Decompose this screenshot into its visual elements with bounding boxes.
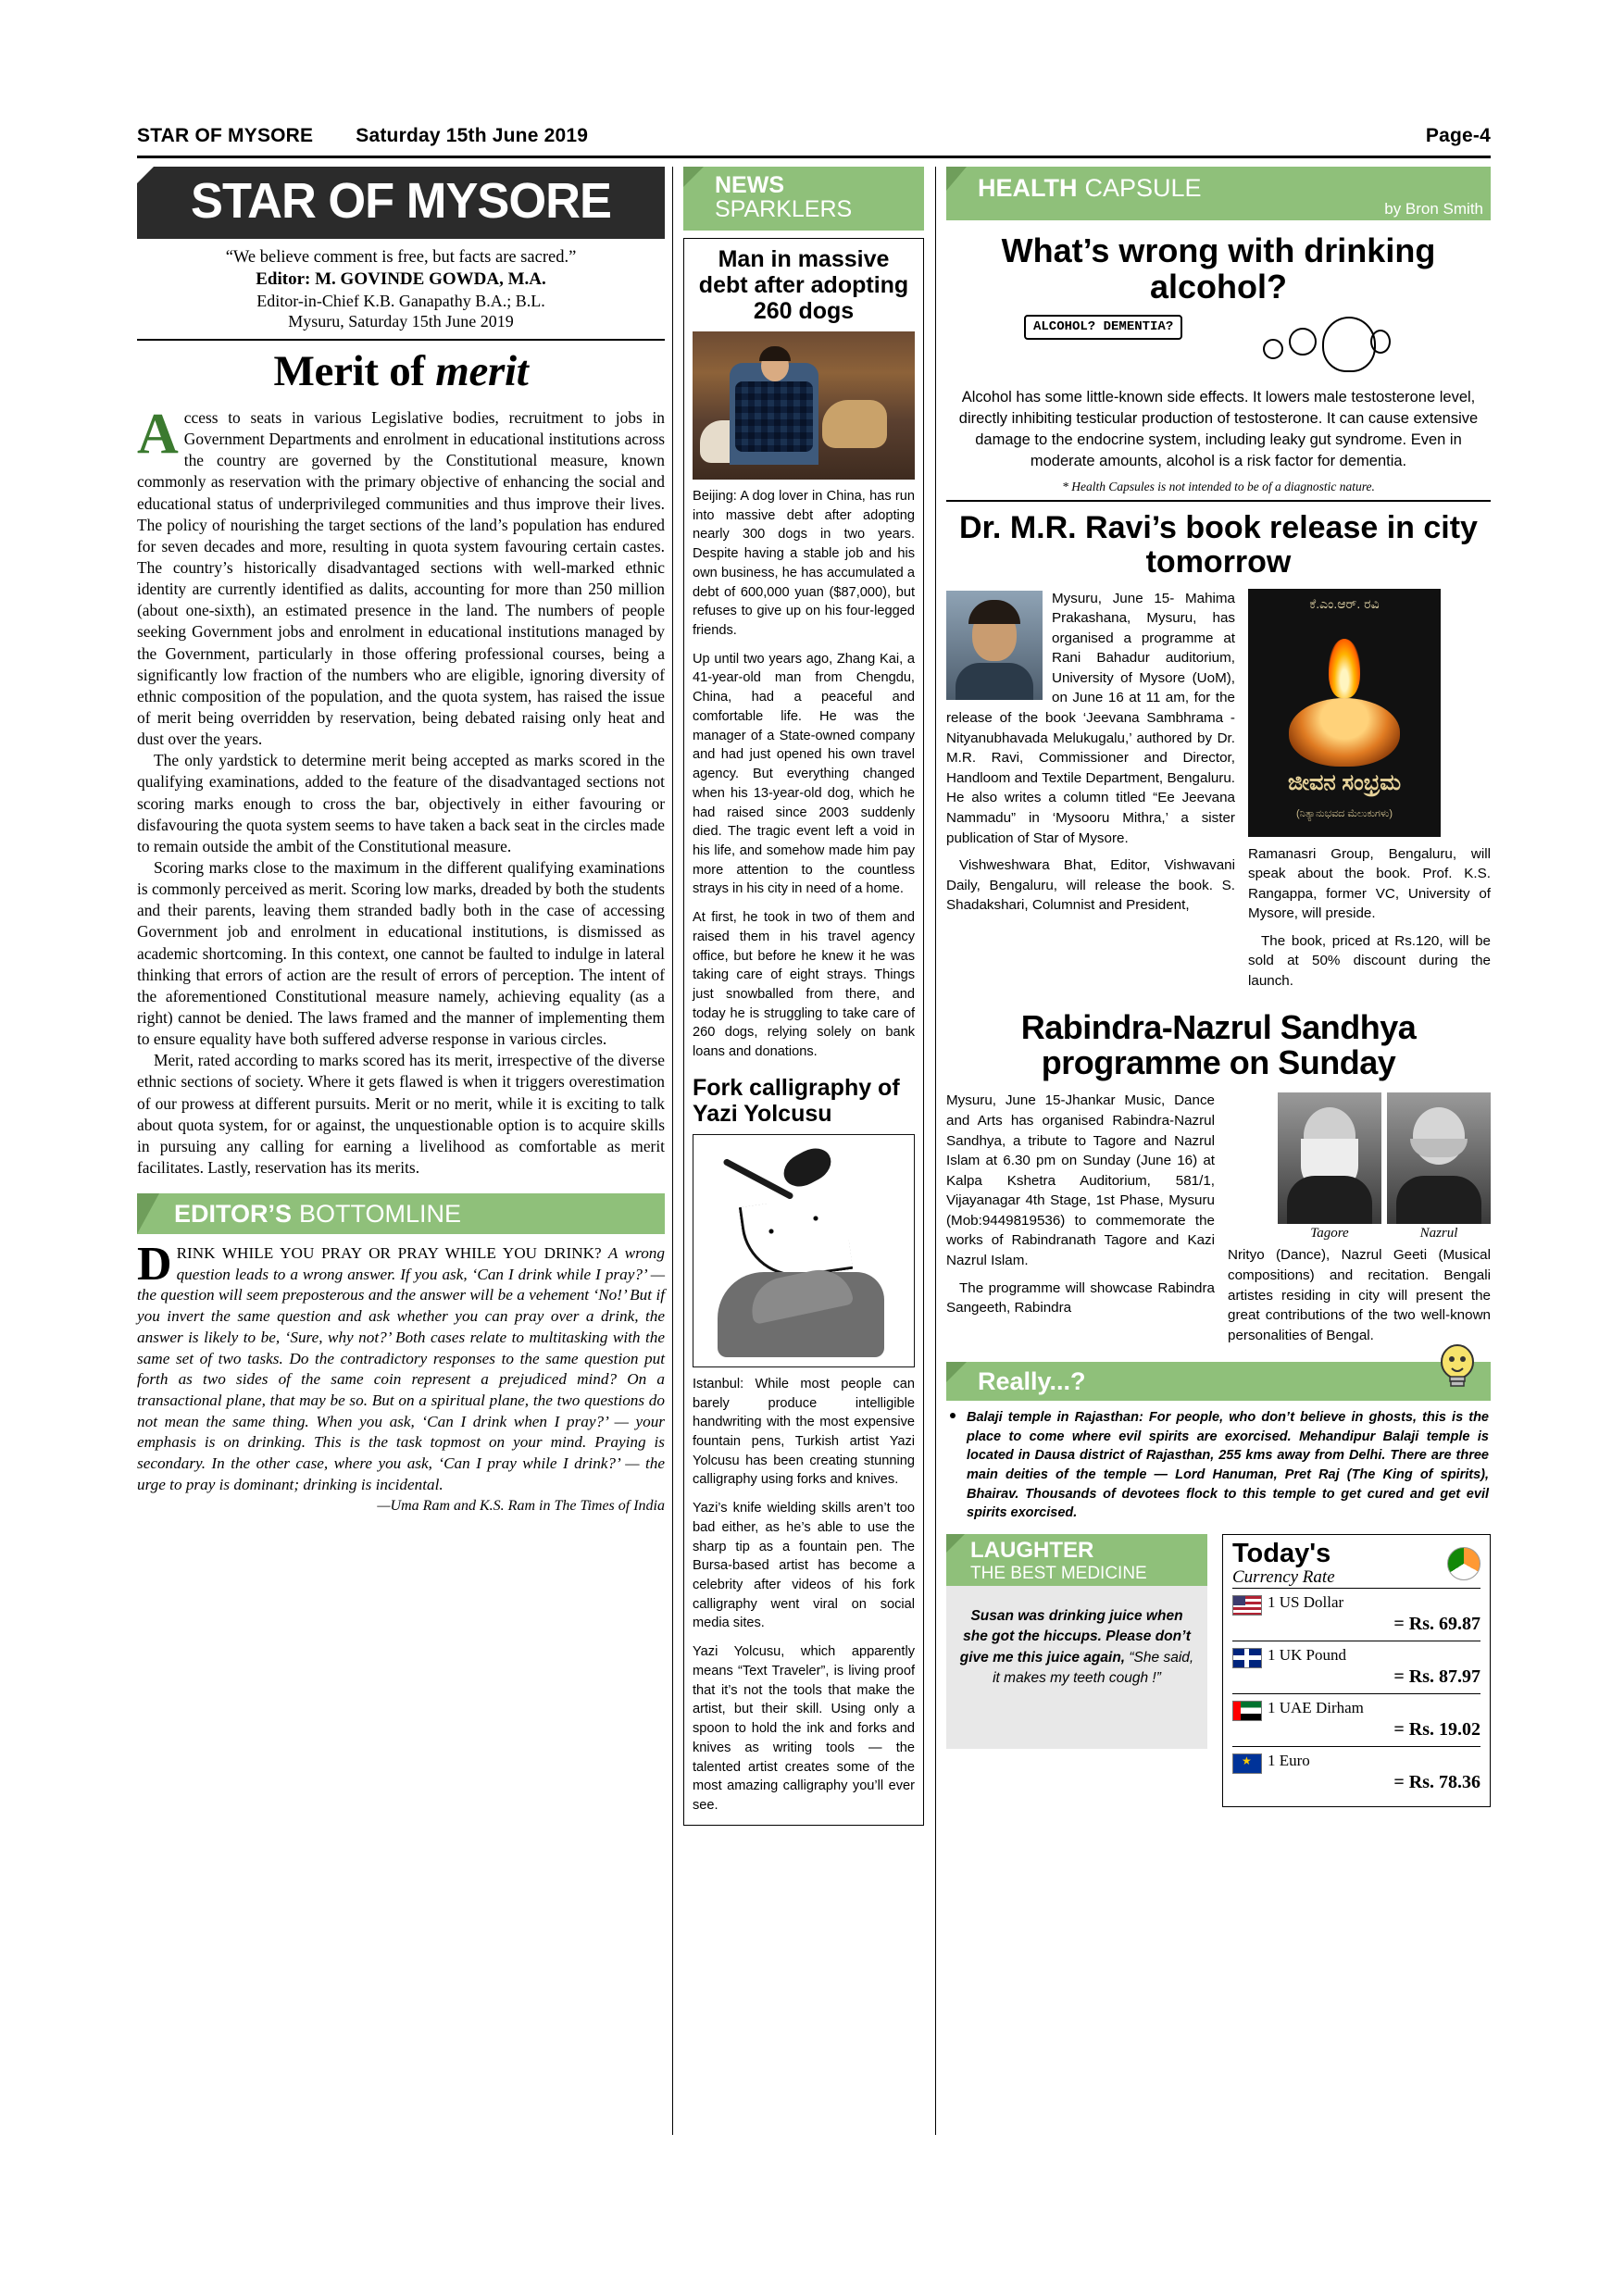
cartoon-ear-icon [1370, 330, 1391, 354]
editorial-paragraph-2: The only yardstick to determine merit being accepted as marks scored in the qualifying examinations, added to the feature of the disadvantaged sections not scoring marks enough to cross the bar, objectively in either favouring or disfavouring the quota system seems to have taken a back seat in the circles made to remain outside the ambit of the Constitutional measure. [137, 751, 665, 855]
uae-flag-icon [1232, 1701, 1262, 1721]
header-paper-name: STAR OF MYSORE [137, 125, 314, 146]
portrait-robe-shape [1396, 1176, 1481, 1224]
currency-value: = Rs. 87.97 [1393, 1666, 1480, 1687]
book-paragraph-1: Mysuru, June 15- Mahima Prakashana, Mysuru, has organised a programme at Rani Bahadur auditorium, University of Mysore (UoM), on June 16 at 11 am, for the release of the book ‘Jeevana Sambhrama - Nityanubhavada Melukugalu,’ authored by Dr. M.R. Ravi, Commissioner and Director, Handloom and Textile Department, Bengaluru. He also writes a column titled “Ee Jeevana Nammadu” in ‘Mysooru Mithra,’ a sister publication of Star of Mysore. [946, 590, 1235, 846]
currency-row [1232, 1588, 1480, 1641]
editorial-column [137, 167, 665, 1515]
header-date: Saturday 15th June 2019 [356, 125, 589, 146]
features-column [946, 167, 1491, 1807]
sparklers-box [683, 238, 924, 1826]
author-portrait [946, 591, 1043, 700]
rabindra-paragraph-3: Nrityo (Dance), Nazrul Geeti (Musical compositions) and recitation. Bengali artistes residing in city will present the great contributions of the two well-known personalities of Bengal. [1228, 1247, 1491, 1343]
lamp-shape [1289, 698, 1400, 767]
joke-plain-text: “She said, it makes my teeth cough !” [993, 1649, 1194, 1687]
rabindra-paragraph-2: The programme will showcase Rabindra Sangeeth, Rabindra [946, 1279, 1215, 1316]
currency-value: = Rs. 19.02 [1393, 1718, 1480, 1740]
health-banner-light: CAPSULE [1084, 174, 1202, 202]
dog-shape [822, 400, 887, 448]
story2-paragraph-1: Istanbul: While most people can barely produce intelligible handwriting with the most expensive fountain pens, Turkish artist Yazi Yolcusu has been creating stunning calligraphy using forks and knives. [693, 1376, 915, 1488]
masthead-credo: “We believe comment is free, but facts are sacred.” [225, 248, 577, 267]
joke-box [946, 1586, 1207, 1749]
masthead-place-date: Mysuru, Saturday 15th June 2019 [288, 312, 514, 331]
currency-title: Today's [1232, 1538, 1331, 1568]
page-header [137, 125, 1491, 147]
editorial-dropcap: A [137, 403, 179, 466]
book-column-2 [1248, 844, 1491, 992]
story2-paragraph-2: Yazi’s knife wielding skills aren’t too bad either, as he’s able to use the sharp tip as a fountain pen. The Bursa-based artist has become a celebrity after videos of his fork calligraphy went viral on social media sites. [693, 1501, 915, 1631]
nazrul-portrait [1387, 1092, 1491, 1224]
masthead-editor: Editor: M. GOVINDE GOWDA, M.A. [256, 269, 546, 289]
currency-label: 1 Euro [1268, 1751, 1310, 1769]
bullet-icon [950, 1413, 956, 1418]
bottomline-lead: RINK WHILE YOU PRAY OR PRAY WHILE YOU DRINK? [176, 1244, 602, 1263]
bottomline-body [137, 1238, 665, 1495]
flame-shape [1329, 639, 1360, 698]
section-rule [946, 500, 1491, 502]
really-text: Balaji temple in Rajasthan: For people, who don’t believe in ghosts, this is the place to come where evil spirits are exorcised. Mehandipur Balaji temple is located in Dausa district of Rajasthan, 255 kms away from Delhi. There are three main deities of the temple — Lord Hanuman, Pret Raj (The King of spirits), Bhairav. Thousands of devotees flock to this temple to get cured and get evil spirits exorcised. [967, 1410, 1489, 1521]
rabindra-column-2 [1228, 1245, 1491, 1345]
really-body [946, 1401, 1491, 1522]
rabindra-article [946, 1091, 1491, 1353]
caption-tagore: Tagore [1310, 1226, 1349, 1242]
story1-paragraph-3: At first, he took in two of them and raised them in his travel agency office, but before he knew it he was taking care of eight strays. Things just snowballed from there, and today he is struggling to take care of 260 dogs, relying solely on bank loans and donations. [693, 910, 915, 1060]
header-rule [137, 156, 1491, 158]
editorial-paragraph-1 [137, 403, 665, 750]
banner-flag-icon [946, 1534, 965, 1553]
currency-label: 1 US Dollar [1268, 1592, 1344, 1611]
book-cover-subtitle: (ನಿತ್ಯಾನುಭವದ ಮೆಲುಕುಗಳು) [1295, 807, 1393, 819]
portrait-body-shape [956, 663, 1033, 700]
health-disclaimer: * Health Capsules is not intended to be of a diagnostic nature. [1062, 480, 1375, 494]
sparkler-story2-body [693, 1375, 915, 1816]
currency-row [1232, 1693, 1480, 1746]
health-banner-bold: HEALTH [978, 174, 1078, 202]
currency-value: = Rs. 69.87 [1393, 1613, 1480, 1634]
editorial-headline-plain: Merit of [273, 347, 436, 395]
book-cover-title: ಜೀವನ ಸಂಭ್ರಮ [1287, 769, 1402, 795]
spoon-icon [778, 1142, 837, 1192]
laughter-banner-light: THE BEST MEDICINE [970, 1563, 1147, 1583]
rabindra-paragraph-1: Mysuru, June 15-Jhankar Music, Dance and Arts has organised Rabindra-Nazrul Sandhya, a tribute to Tagore and Nazrul Islam at 6.30 pm on Sunday (June 16) at Kalpa Kshetra Auditorium, 581/1, Vijayanagar 4th Stage, 1st Phase, Mysuru (Mob:9449819536) to commemorate the works of Rabindranath Tagore and Kazi Nazrul Islam. [946, 1092, 1215, 1268]
banner-flag-icon [946, 1362, 967, 1382]
currency-subtitle: Currency Rate [1232, 1566, 1335, 1587]
spoon-handle-shape [722, 1158, 793, 1201]
health-body: Alcohol has some little-known side effects. It lowers male testosterone level, directly inhibiting testicular production of testosterone. It can cause extensive damage to the endocrine system, including leaky gut syndrome. Even in moderate amounts, alcohol is a risk factor for dementia. [958, 388, 1479, 470]
currency-value: = Rs. 78.36 [1393, 1771, 1480, 1792]
editorial-paragraph-4: Merit, rated according to marks scored has its merit, irrespective of the diverse ethnic sections of society. Where it gets flawed is when it triggers overestimation of our prowess at different pursuits. Merit or no merit, while it is exciting to talk about quota system, for or against, the unquestionable option is to acquire skills in pursuing any calling for earning a livelihood as comfortable as merit facilitates. Lastly, reservation has its merits. [137, 1051, 665, 1177]
laughter-section [946, 1534, 1207, 1807]
masthead-editor-in-chief: Editor-in-Chief K.B. Ganapathy B.A.; B.L. [256, 292, 545, 310]
rabindra-headline: Rabindra-Nazrul Sandhya programme on Sunday [1020, 1007, 1417, 1082]
currency-header [1232, 1538, 1480, 1588]
tagore-nazrul-photos [1278, 1092, 1491, 1224]
news-sparklers-column [683, 167, 924, 1826]
health-headline: What’s wrong with drinking alcohol? [1001, 231, 1436, 306]
currency-label: 1 UK Pound [1268, 1645, 1347, 1664]
editorial-headline [137, 346, 665, 396]
currency-box [1222, 1534, 1491, 1807]
dog-adoption-photo [693, 331, 915, 480]
laughter-banner-bold: LAUGHTER [970, 1537, 1094, 1563]
cartoon-blob-icon [1289, 328, 1317, 356]
us-flag-icon [1232, 1595, 1262, 1616]
cartoon-speech-bubble: ALCOHOL? DEMENTIA? [1024, 315, 1182, 340]
caption-nazrul: Nazrul [1419, 1226, 1458, 1242]
header-page-number: Page-4 [1425, 125, 1491, 146]
editorial-headline-italic: merit [435, 347, 529, 395]
sparklers-banner-bold: NEWS [715, 172, 784, 198]
editorial-body [137, 403, 665, 1179]
banner-flag-icon [946, 167, 967, 191]
uk-flag-icon [1232, 1648, 1262, 1668]
story2-paragraph-3: Yazi Yolcusu, which apparently means “Text Traveler”, is living proof that it’s not the tools that make the artist, but their skill. Using only a spoon to hold the ink and forks and knives as writing tools — the talented artist creates some of the most amazing calligraphy you’ll ever see. [693, 1644, 915, 1813]
portrait-hair-shape [968, 600, 1020, 624]
book-paragraph-2: Vishweshwara Bhat, Editor, Vishwavani Daily, Bengaluru, will release the book. S. Shadakshari, Columnist and President, [946, 857, 1235, 914]
story1-paragraph-1: Beijing: A dog lover in China, has run into massive debt after adopting nearly 300 dogs in two years. Despite having a stable job and his own business, he has accumulated a debt of 600,000 yuan ($87,000), but refuses to give up on his four-legged friends. [693, 489, 915, 639]
sparkler-story1-body [693, 487, 915, 1062]
book-paragraph-4: The book, priced at Rs.120, will be sold at 50% discount during the launch. [1248, 932, 1491, 990]
health-capsule-banner [946, 167, 1491, 220]
bottomline-banner-bold: EDITOR’S [174, 1199, 293, 1228]
lightbulb-icon [1433, 1341, 1481, 1390]
health-byline: by Bron Smith [1384, 200, 1483, 218]
sparkler-story1-headline: Man in massive debt after adopting 260 dogs [698, 246, 909, 324]
story1-paragraph-2: Up until two years ago, Zhang Kai, a 41-year-old man from Chengdu, China, had a peaceful and comfortable life. He was the manager of a State-owned company and had just opened his own travel agency. But everything changed when his 13-year-old dog, which he had raised since 2003 suddenly died. The tragic event left a void in his life, and somehow made him pay more attention to the countless strays in his city in need of a home. [693, 651, 915, 897]
india-flag-icon [1447, 1547, 1480, 1580]
book-cover-author: ಕೆ.ಎಂ.ಆರ್. ರವಿ [1309, 595, 1380, 611]
sparkler-story2-headline: Fork calligraphy of Yazi Yolcusu [693, 1074, 900, 1127]
really-banner-text: Really...? [978, 1367, 1086, 1396]
bottomline-banner [137, 1193, 665, 1234]
hair-shape [759, 346, 791, 361]
bottomline-credit: —Uma Ram and K.S. Ram in The Times of India [377, 1497, 665, 1514]
book-paragraph-3: Ramanasri Group, Bengaluru, will speak about the book. Prof. K.S. Rangappa, former VC, University of Mysore, will preside. [1248, 845, 1491, 922]
sparklers-banner [683, 167, 924, 231]
shirt-shape [735, 381, 813, 452]
rabindra-column-1 [946, 1091, 1215, 1317]
fork-calligraphy-photo [693, 1134, 915, 1367]
banner-flag-icon [683, 167, 704, 187]
portrait-captions [1278, 1226, 1491, 1242]
laughter-banner [946, 1534, 1207, 1586]
masthead-logo [137, 167, 665, 239]
column-divider-1 [672, 167, 673, 2135]
portrait-beard-shape [1410, 1139, 1468, 1157]
book-headline: Dr. M.R. Ravi’s book release in city tomorrow [959, 510, 1478, 580]
masthead-rule [137, 339, 665, 341]
bottomline-dropcap: D [137, 1238, 172, 1292]
book-cover-image [1248, 589, 1441, 837]
joke-bold-text: Susan was drinking juice when she got the hiccups. Please don’t give me this juice again, [959, 1607, 1191, 1666]
sparklers-banner-light: SPARKLERS [715, 195, 853, 222]
currency-section [1222, 1534, 1491, 1807]
banner-flag-icon [137, 1193, 159, 1234]
editorial-paragraph-3: Scoring marks close to the maximum in the different qualifying examinations is commonly perceived as merit. Scoring low marks, dreaded by both the students and their parents, leaving them stranded badly both in the case of accessing Government job and enrolment in educational institutions, is dismissed as academic shortcoming. In this context, one cannot be faulted to indulge in lateral thinking that errors of action are the result of errors of perception. The intent of the aforementioned Constitutional measure namely, achieving equality (as a right) cannot be denied. The laws framed and the manner of implementing them to ensure equality have both suffered adverse response in various circles. [137, 857, 665, 1049]
currency-row [1232, 1641, 1480, 1693]
book-article [946, 589, 1491, 999]
really-banner [946, 1362, 1491, 1401]
currency-label: 1 UAE Dirham [1268, 1698, 1364, 1716]
cartoon-face-icon [1322, 317, 1376, 372]
masthead-logo-text: STAR OF MYSORE [191, 173, 611, 229]
health-cartoon [1024, 313, 1413, 378]
bottomline-banner-light: BOTTOMLINE [299, 1199, 462, 1228]
cartoon-blob-icon [1263, 339, 1283, 359]
calligraphy-ink-shape [749, 1205, 860, 1270]
eu-flag-icon [1232, 1753, 1262, 1774]
currency-row [1232, 1746, 1480, 1799]
column-divider-2 [935, 167, 936, 2135]
bottomline-text: A wrong question leads to a wrong answer. If you ask, ‘Can I drink while I pray?’ — the question will seem preposterous and the answer will be a vehement ‘No!’ But if you invert the same question and ask whether you can pray over a drink, the answer is likely to be, ‘Sure, why not?’ Both cases relate to multitasking with the same set of two tasks. Do the contradictory responses to the same question put forth as two sides of the same coin represent a prejudiced mind? On a transactional plane, that may be so. But on a spiritual plane, the two questions do not mean the same thing. When you ask, ‘Can I drink when I pray?’ — your emphasis is on drinking. This is the task topmost on your mind. Praying is secondary. In the other case, where you ask, ‘Can I pray while I drink?’ — the urge to pray is dominant; drinking is incidental. [137, 1244, 665, 1493]
portrait-robe-shape [1287, 1176, 1372, 1224]
editorial-paragraph-1-text: ccess to seats in various Legislative bodies, recruitment to jobs in Government Departments and enrolment in educational institutions across the country are governed by the Constitutional measure, known commonly as reservation with the primary objective of enhancing the social and educational status of underprivileged communities and thus improve their lives. The policy of nourishing the target sections of the land’s population has endured for seven decades and more, resulting in quota system favouring certain castes. The country’s historically disadvantaged sections with well-marked ethnic identity are currently identified as dalits, accounting for more than 250 million (about one-sixth), an estimated presence in the land. The numbers of people seeking Government jobs and enrolment in educational institutions managed by the Government, particularly in those offering professional courses, being a significantly low fraction of the numbers who are eligible, ignoring diversity of ethnic composition of the population, and the quota system, has raised the issue of merit being overridden by reservation, being debated raising only heat and dust over the years. [137, 408, 665, 749]
tagore-portrait [1278, 1092, 1381, 1224]
bottom-row [946, 1534, 1491, 1807]
